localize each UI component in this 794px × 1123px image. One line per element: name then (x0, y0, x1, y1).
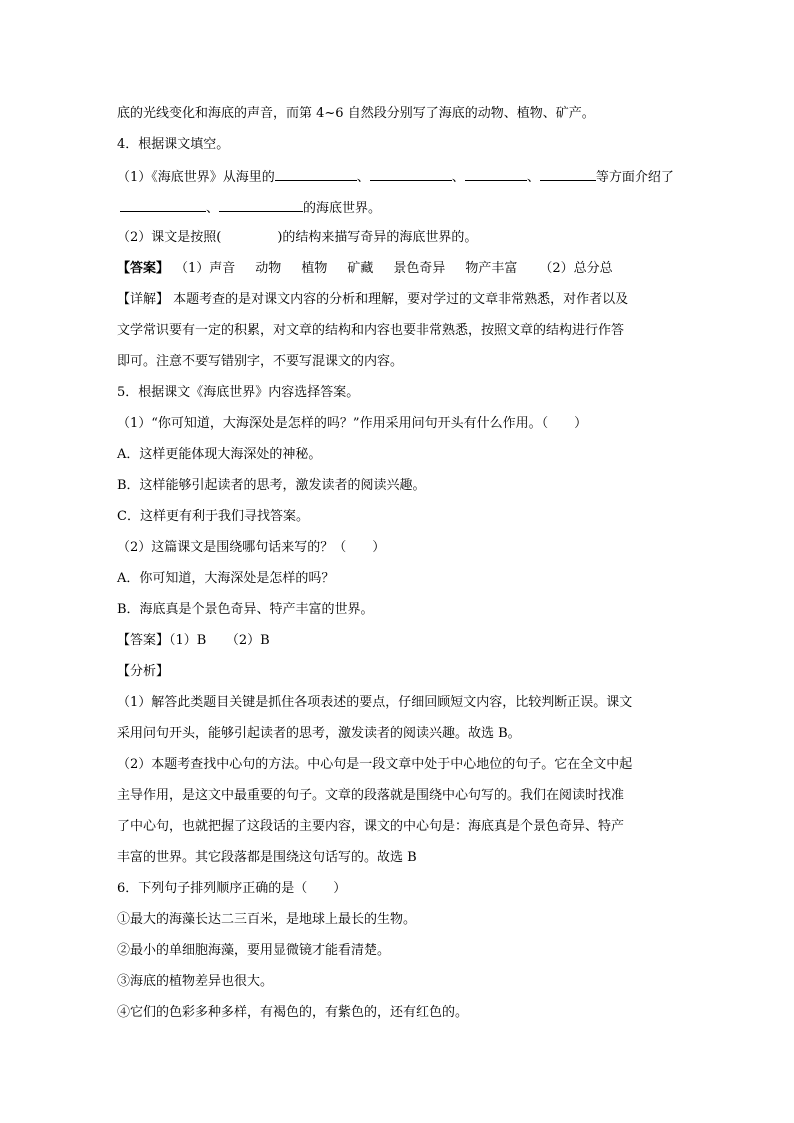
separator: 、 (356, 170, 370, 185)
answer-item: 植物 (301, 261, 328, 276)
analysis-text: （1）解答此类题目关键是抓住各项表述的要点，仔细回顾短文内容，比较判断正误。课文 (117, 695, 633, 710)
answer-item: 动物 (255, 261, 282, 276)
text-segment: （1）《海底世界》从海里的 (117, 170, 275, 185)
answer-item: 矿藏 (347, 261, 374, 276)
option-c: C．这样更有利于我们寻找答案。 (117, 509, 309, 524)
fill-blank[interactable] (275, 168, 357, 181)
fill-blank[interactable] (120, 199, 206, 212)
question-6-title: 6．下列句子排列顺序正确的是（ ） (117, 881, 347, 896)
separator: 、 (526, 170, 540, 185)
sentence-1: ①最大的海藻长达二三百米，是地球上最长的生物。 (117, 912, 417, 927)
sentence-4: ④它们的色彩多种多样，有褐色的，有紫色的，还有红色的。 (117, 1005, 469, 1020)
analysis-label: 【分析】 (117, 664, 170, 679)
answer-item: 景色奇异 (393, 261, 446, 276)
text-segment: 的海底世界。 (303, 201, 382, 216)
answer-item: 物产丰富 (465, 261, 518, 276)
question-5-part-2: （2）这篇课文是围绕哪句话来写的？（ ） (117, 540, 386, 555)
fill-blank[interactable] (370, 168, 452, 181)
option-a: A．这样更能体现大海深处的神秘。 (117, 447, 322, 462)
question-5-answer: 【答案】（1）B （2）B (117, 633, 270, 648)
answer-label: 【答案】 (117, 261, 170, 276)
analysis-text: 采用问句开头，能够引起读者的思考，激发读者的阅读兴趣。故选 B。 (117, 726, 521, 741)
fill-blank[interactable] (465, 168, 527, 181)
question-4-part-1-cont (120, 199, 381, 217)
question-4-part-2 (117, 230, 477, 246)
option-a: A．你可知道，大海深处是怎样的吗？ (117, 571, 335, 586)
question-4-title: 4．根据课文填空。 (117, 137, 230, 152)
fill-blank[interactable] (540, 168, 596, 181)
option-b: B．这样能够引起读者的思考，激发读者的阅读兴趣。 (117, 478, 426, 493)
analysis-text: 丰富的世界。其它段落都是围绕这句话写的。故选 B (117, 850, 417, 865)
question-4-detail: 【详解】 本题考查的是对课文内容的分析和理解，要对学过的文章非常熟悉，对作者以及 (117, 292, 629, 307)
question-4-detail: 文学常识要有一定的积累，对文章的结构和内容也要非常熟悉，按照文章的结构进行作答 (117, 323, 625, 338)
text-segment: 等方面介绍了 (595, 170, 674, 185)
fill-blank[interactable] (219, 199, 303, 212)
separator: 、 (206, 201, 220, 216)
text-line: 底的光线变化和海底的声音，而第 4~6 自然段分别写了海底的动物、植物、矿产。 (117, 106, 595, 121)
question-4-part-1 (117, 168, 674, 186)
text-segment: )的结构来描写奇异的海底世界的。 (277, 230, 478, 245)
analysis-text: 主导作用，是这文中最重要的句子。文章的段落就是围绕中心句写的。我们在阅读时找准 (117, 788, 625, 803)
analysis-text: 了中心句，也就把握了这段话的主要内容，课文的中心句是：海底真是个景色奇异、特产 (117, 819, 625, 834)
separator: 、 (451, 170, 465, 185)
question-4-detail: 即可。注意不要写错别字，不要写混课文的内容。 (117, 354, 404, 369)
analysis-text: （2）本题考查找中心句的方法。中心句是一段文章中处于中心地位的句子。它在全文中起 (117, 757, 633, 772)
question-5-title: 5．根据课文《海底世界》内容选择答案。 (117, 385, 360, 400)
question-5-part-1: （1）“你可知道，大海深处是怎样的吗？”作用采用问句开头有什么作用。（ ） (117, 416, 588, 431)
answer-item: （1）声音 (175, 261, 236, 276)
sentence-3: ③海底的植物差异也很大。 (117, 974, 274, 989)
text-segment: （2）课文是按照( (117, 230, 222, 245)
option-b: B．海底真是个景色奇异、特产丰富的世界。 (117, 602, 374, 617)
sentence-2: ②最小的单细胞海藻，要用显微镜才能看清楚。 (117, 943, 391, 958)
question-4-answer (117, 261, 613, 277)
answer-item: （2）总分总 (539, 261, 613, 276)
